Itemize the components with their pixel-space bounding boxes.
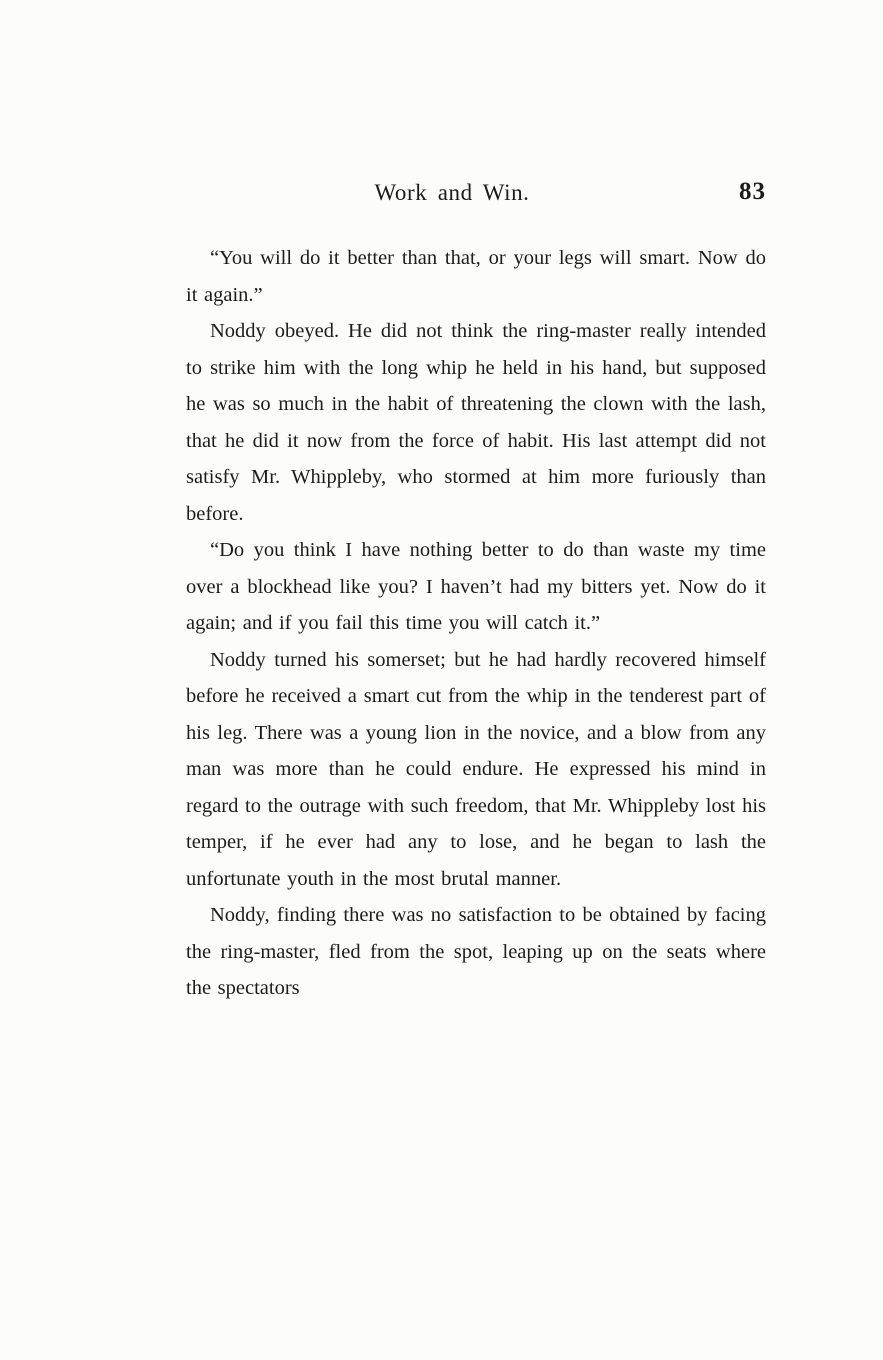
book-page: [186, 180, 766, 1007]
paragraph-quote-2: “Do you think I have nothing better to do than waste my time over a blockhead like you? I haven’t had my bitters yet. Now do it again; and if you fail this time you will catch it.”: [186, 539, 766, 634]
paragraph-quote-1: “You will do it better than that, or your legs will smart. Now do it again.”: [186, 247, 766, 306]
paragraph-narrative-3: Noddy, finding there was no satisfaction to be obtained by facing the ring-master, fled from the spot, leaping up on the seats where the spectators: [186, 904, 766, 999]
page-header: [186, 180, 766, 216]
paragraph-narrative-2: Noddy turned his somerset; but he had hardly recovered himself before he received a smart cut from the whip in the tenderest part of his leg. There was a young lion in the novice, and a blow from any man was more than he could endure. He expressed his mind in regard to the outrage with such freedom, that Mr. Whippleby lost his temper, if he ever had any to lose, and he began to lash the unfortunate youth in the most brutal manner.: [186, 648, 766, 890]
page-number: 83: [739, 178, 766, 205]
running-title: Work and Win.: [374, 180, 530, 205]
paragraph-narrative-1: Noddy obeyed. He did not think the ring-master really intended to strike him with the long whip he held in his hand, but supposed he was so much in the habit of threatening the clown with the lash, that he did it now from the force of habit. His last attempt did not satisfy Mr. Whippleby, who stormed at him more furiously than before.: [186, 320, 766, 525]
page-body: [186, 240, 766, 1007]
